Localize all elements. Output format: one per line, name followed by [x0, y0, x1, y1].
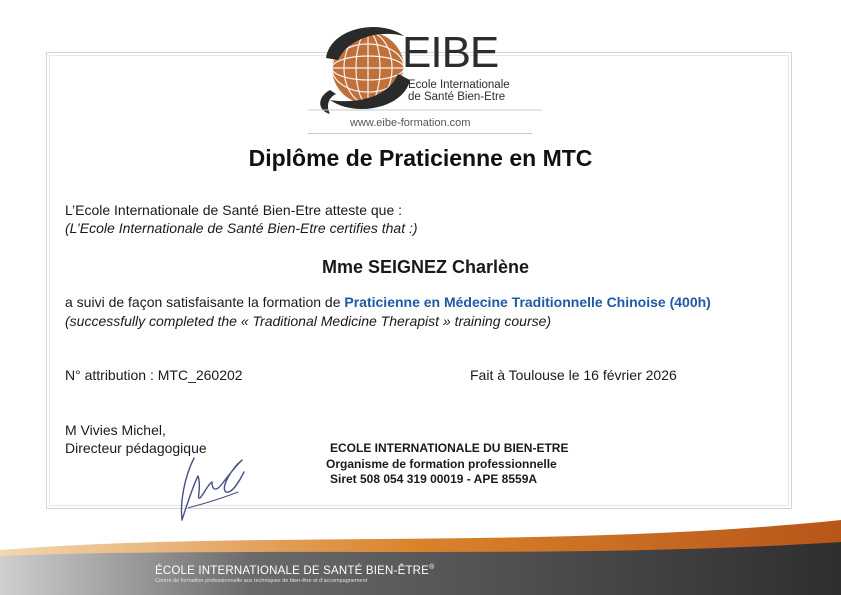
school-org: Organisme de formation professionnelle — [326, 457, 557, 471]
logo-subtitle — [408, 79, 510, 103]
logo-line-2: de Santé Bien-Etre — [408, 91, 506, 103]
footer-title — [155, 564, 434, 577]
attest-fr: L’Ecole Internationale de Santé Bien-Etre atteste que : — [65, 202, 403, 218]
footer-subtitle: Centre de formation professionnelle aux techniques de bien-être et d’accompagnement — [155, 578, 368, 584]
logo-line-1: Ecole Internationale — [408, 79, 510, 91]
logo-underline — [308, 133, 532, 134]
logo-brand: EIBE — [402, 28, 499, 77]
diploma-title: Diplôme de Praticienne en MTC — [248, 145, 593, 171]
recipient-name: Mme SEIGNEZ Charlène — [322, 257, 530, 277]
course-line — [65, 294, 711, 310]
course-prefix: a suivi de façon satisfaisante la formation de — [65, 294, 345, 310]
school-siret: Siret 508 054 319 00019 - APE 8559A — [330, 472, 538, 486]
course-name: Praticienne en Médecine Traditionnelle Chinoise (400h) — [344, 294, 711, 310]
course-en: (successfully completed the « Traditional Medicine Therapist » training course) — [65, 313, 552, 329]
logo-url: www.eibe-formation.com — [350, 117, 471, 129]
attest-en: (L’Ecole Internationale de Santé Bien-Etre certifies that :) — [65, 220, 418, 236]
school-name: ECOLE INTERNATIONALE DU BIEN-ETRE — [330, 441, 569, 455]
signer-role: Directeur pédagogique — [65, 440, 207, 456]
signer-name: M Vivies Michel, — [65, 422, 166, 438]
attribution-number: N° attribution : MTC_260202 — [65, 367, 243, 383]
registered-mark: ® — [429, 564, 435, 571]
footer-title-text: ÉCOLE INTERNATIONALE DE SANTÉ BIEN-ÊTRE — [155, 564, 430, 577]
place-date: Fait à Toulouse le 16 février 2026 — [470, 367, 677, 383]
footer-banner — [0, 520, 841, 595]
signature-icon — [172, 448, 252, 528]
